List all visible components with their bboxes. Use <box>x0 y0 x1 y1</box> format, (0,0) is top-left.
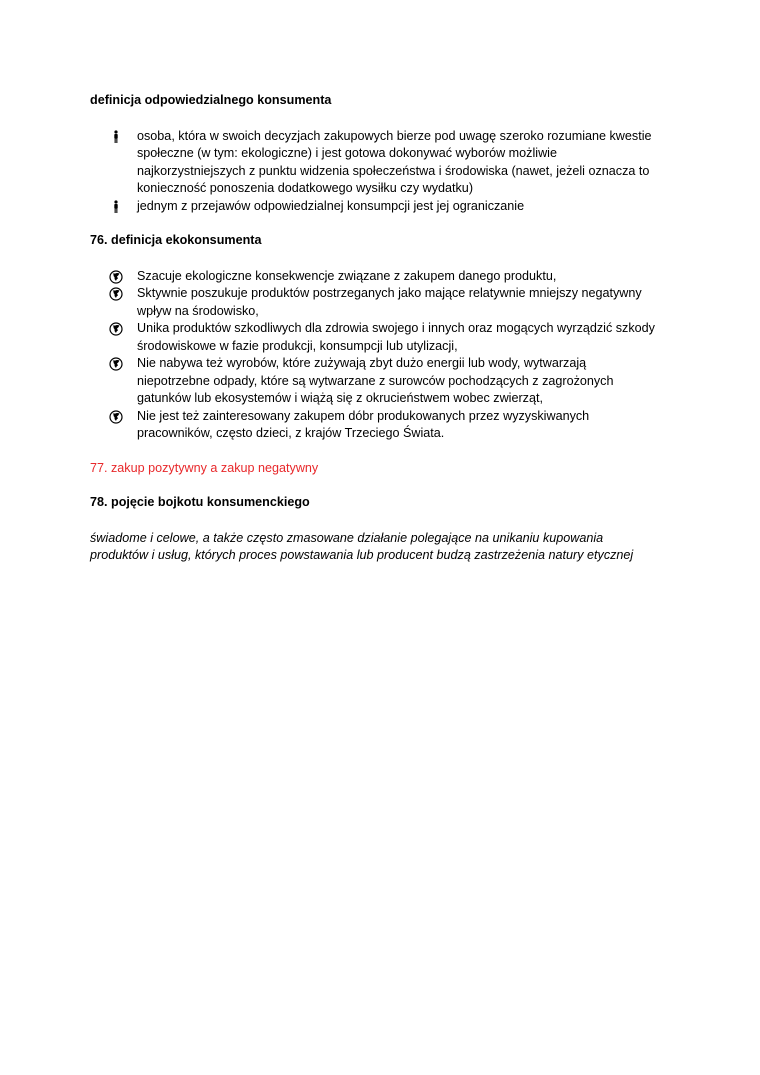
list-item-line: konieczność ponoszenia dodatkowego wysiłku czy wydatku) <box>137 181 474 195</box>
boycott-definition <box>90 530 690 565</box>
section-heading-consumer-boycott: 78. pojęcie bojkotu konsumenckiego <box>90 495 310 509</box>
list-item <box>90 320 690 355</box>
person-icon <box>109 130 123 144</box>
list-item <box>90 285 690 320</box>
list-item-line: wpływ na środowisko, <box>137 303 259 318</box>
list-item-line: niepotrzebne odpady, które są wytwarzane z surowców pochodzących z zagrożonych <box>137 373 614 388</box>
list-item-line: najkorzystniejszych z punktu widzenia społeczeństwa i środowiska (nawet, jeżeli oznacza to <box>137 163 650 178</box>
list-item-line: środowiskowe w fazie produkcji, konsumpcji lub utylizacji, <box>137 338 458 353</box>
list-item-line: Unika produktów szkodliwych dla zdrowia swojego i innych oraz mogących wyrządzić szkody <box>137 321 655 335</box>
list-item <box>90 355 690 408</box>
section-heading-ecoconsumer: 76. definicja ekokonsumenta <box>90 233 262 247</box>
list-item <box>90 408 690 443</box>
list-item <box>90 268 690 286</box>
list-item <box>90 128 690 198</box>
list-item-line: społeczne (w tym: ekologiczne) i jest gotowa dokonywać wyborów możliwie <box>137 146 557 160</box>
list-item-line: pracowników, często dzieci, z krajów Trzeciego Świata. <box>137 426 445 440</box>
globe-icon <box>109 270 123 284</box>
list-item-line: Nie nabywa też wyrobów, które zużywają zbyt dużo energii lub wody, wytwarzają <box>137 356 587 370</box>
definition-line: świadome i celowe, a także często zmasowane działanie polegające na unikaniu kupowania <box>90 530 604 545</box>
list-item-line: jednym z przejawów odpowiedzialnej konsumpcji jest jej ograniczanie <box>137 198 525 213</box>
globe-icon <box>109 357 123 371</box>
list-item-line: Nie jest też zainteresowany zakupem dóbr produkowanych przez wyzyskiwanych <box>137 408 590 423</box>
section-heading-responsible-consumer: definicja odpowiedzialnego konsumenta <box>90 93 332 107</box>
globe-icon <box>109 410 123 424</box>
list-item-line: Sktywnie poszukuje produktów postrzeganych jako mające relatywnie mniejszy negatywny <box>137 286 642 300</box>
ecoconsumer-list <box>90 268 690 443</box>
list-item <box>90 198 690 216</box>
document-page <box>90 90 690 565</box>
person-icon <box>109 200 123 214</box>
list-item-line: Szacuje ekologiczne konsekwencje związane z zakupem danego produktu, <box>137 268 557 283</box>
section-heading-positive-negative-purchase: 77. zakup pozytywny a zakup negatywny <box>90 460 319 475</box>
list-item-line: osoba, która w swoich decyzjach zakupowych bierze pod uwagę szeroko rozumiane kwestie <box>137 128 652 143</box>
globe-icon <box>109 287 123 301</box>
list-item-line: gatunków lub ekosystemów i wiążą się z okrucieństwem wobec zwierząt, <box>137 391 543 405</box>
responsible-consumer-list <box>90 128 690 216</box>
definition-line: produktów i usług, których proces powstawania lub producent budzą zastrzeżenia natury etycznej <box>90 548 634 562</box>
globe-icon <box>109 322 123 336</box>
